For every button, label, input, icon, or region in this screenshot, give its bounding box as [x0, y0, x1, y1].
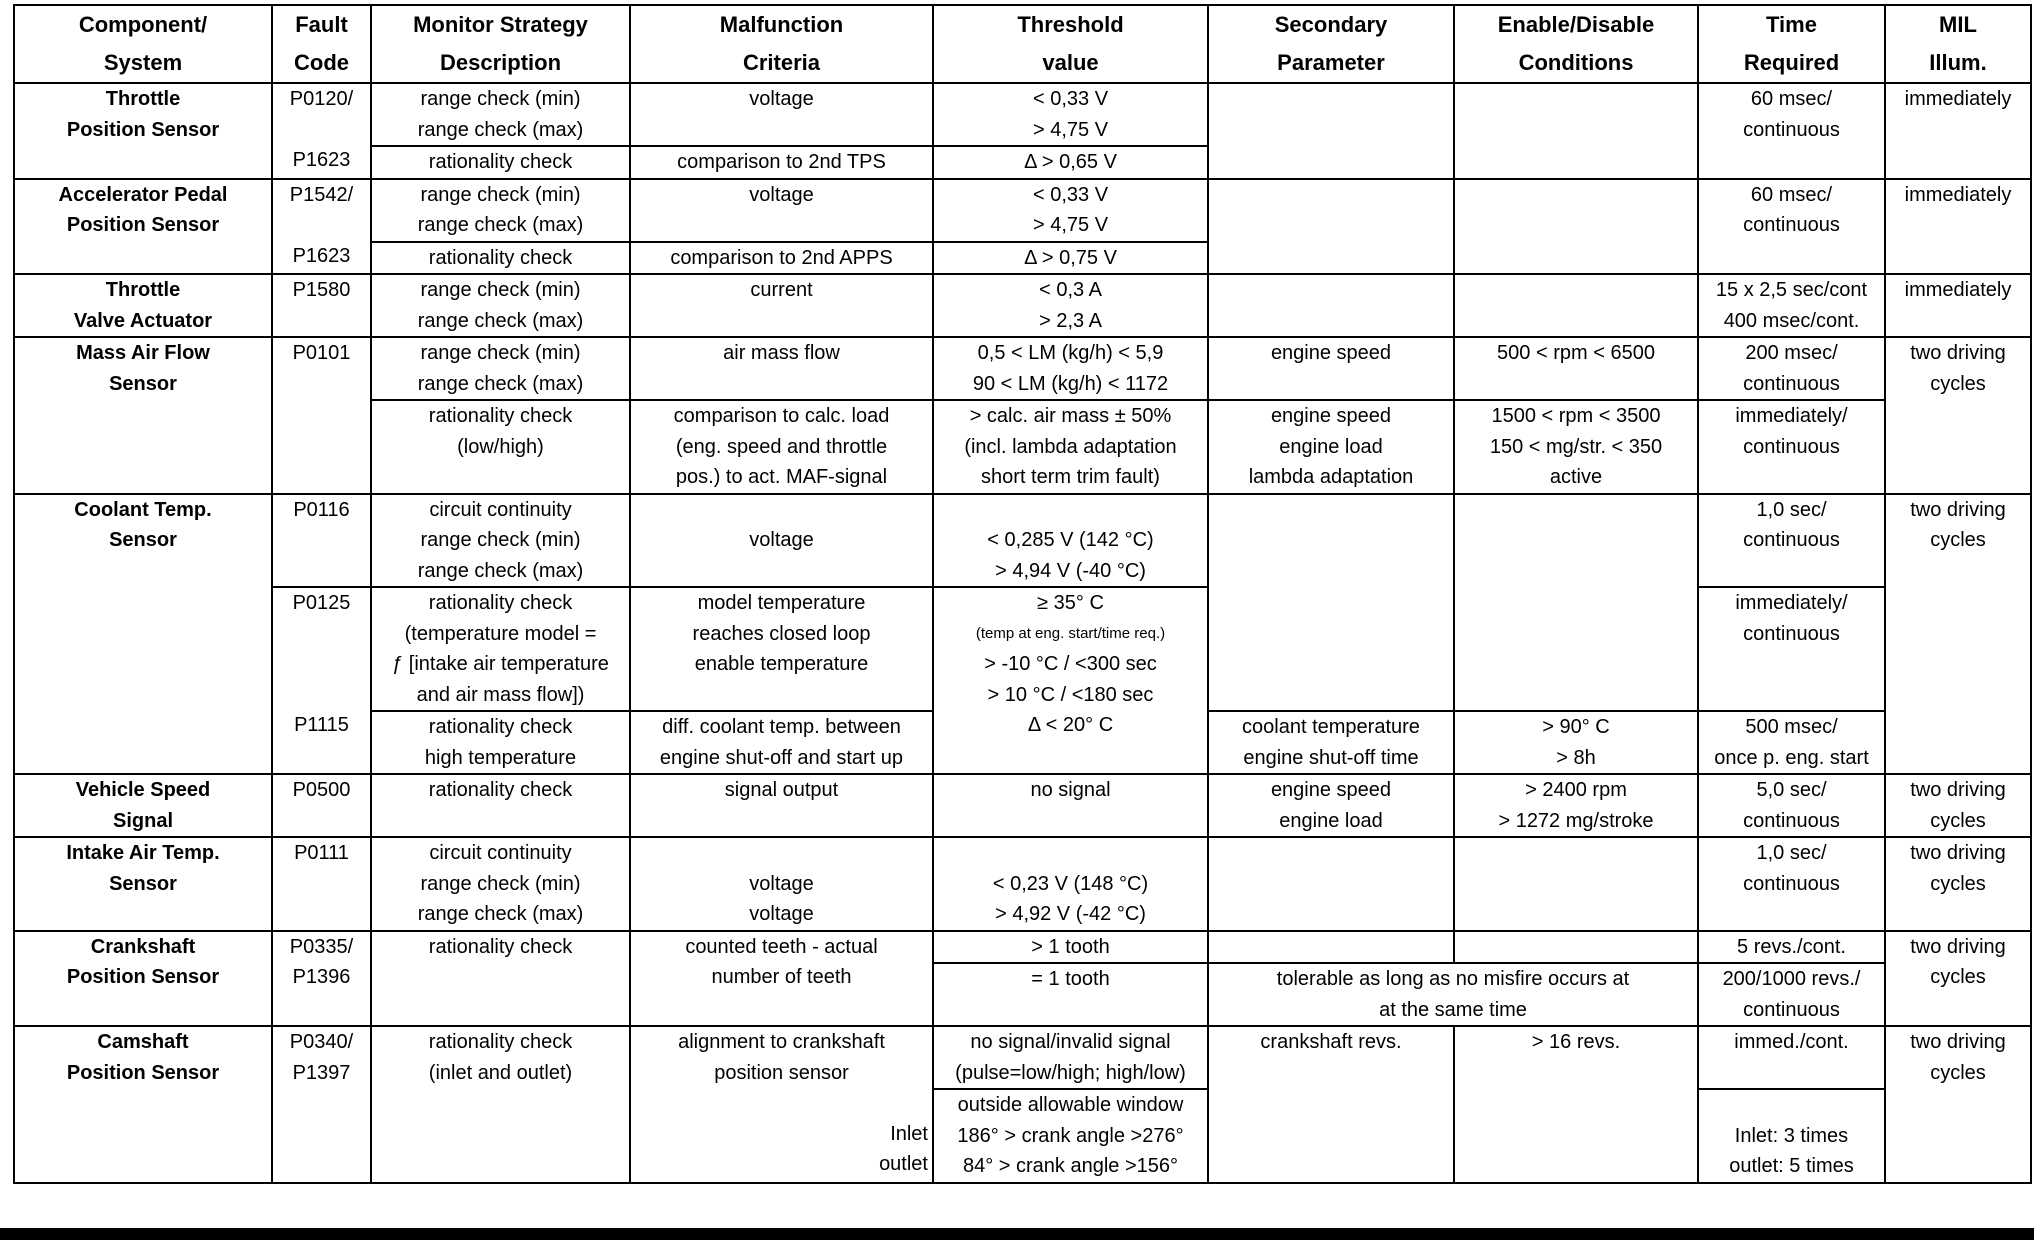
component-vss: Vehicle Speed Signal	[14, 774, 272, 837]
component-tps: Throttle Position Sensor	[14, 83, 272, 179]
threshold-cell: outside allowable window 186° > crank angle >276° 84° > crank angle >156°	[933, 1089, 1208, 1183]
time-cell: 15 x 2,5 sec/cont 400 msec/cont.	[1698, 274, 1885, 337]
mil-cell: two driving cycles	[1885, 1026, 2031, 1183]
criteria-cell: voltage	[630, 179, 933, 242]
table-row	[14, 1026, 2031, 1089]
secondary-cell	[1208, 931, 1454, 964]
table-row	[14, 83, 2031, 146]
threshold-cell: < 0,33 V > 4,75 V	[933, 83, 1208, 146]
component-ckp: Crankshaft Position Sensor	[14, 931, 272, 1027]
header-time-required: Time Required	[1698, 5, 1885, 83]
strategy-cell: circuit continuity range check (min) range check (max)	[371, 494, 630, 588]
strategy-cell: rationality check	[371, 774, 630, 837]
threshold-cell: < 0,33 V > 4,75 V	[933, 179, 1208, 242]
strategy-cell: rationality check (low/high)	[371, 400, 630, 494]
threshold-cell: 0,5 < LM (kg/h) < 5,9 90 < LM (kg/h) < 1172	[933, 337, 1208, 400]
table-row	[14, 337, 2031, 400]
criteria-cell: current	[630, 274, 933, 337]
mil-cell: two driving cycles	[1885, 931, 2031, 1027]
fault-code-cell: P0101	[272, 337, 371, 494]
time-cell: 5 revs./cont.	[1698, 931, 1885, 964]
time-cell: 1,0 sec/ continuous	[1698, 494, 1885, 588]
threshold-cell: < 0,23 V (148 °C) > 4,92 V (-42 °C)	[933, 837, 1208, 931]
secondary-cell	[1208, 837, 1454, 931]
criteria-cell: voltage	[630, 494, 933, 588]
threshold-cell: > calc. air mass ± 50% (incl. lambda adaptation short term trim fault)	[933, 400, 1208, 494]
criteria-cell: comparison to 2nd APPS	[630, 242, 933, 275]
strategy-cell: rationality check high temperature	[371, 711, 630, 774]
table-row	[14, 179, 2031, 242]
threshold-cell: Δ > 0,65 V	[933, 146, 1208, 179]
fault-code-cell: P0125 P1115	[272, 587, 371, 774]
component-tva: Throttle Valve Actuator	[14, 274, 272, 337]
fault-code-cell: P0340/ P1397	[272, 1026, 371, 1183]
secondary-cell	[1208, 274, 1454, 337]
time-cell: 60 msec/ continuous	[1698, 83, 1885, 179]
secondary-cell: engine speed engine load	[1208, 774, 1454, 837]
component-apps: Accelerator Pedal Position Sensor	[14, 179, 272, 275]
criteria-cell: air mass flow	[630, 337, 933, 400]
header-mil: MIL Illum.	[1885, 5, 2031, 83]
mil-cell: two driving cycles	[1885, 494, 2031, 775]
criteria-cell: voltage	[630, 83, 933, 146]
secondary-cell: tolerable as long as no misfire occurs at at the same time	[1208, 963, 1698, 1026]
threshold-cell: < 0,3 A > 2,3 A	[933, 274, 1208, 337]
secondary-cell: crankshaft revs.	[1208, 1026, 1454, 1183]
strategy-cell: range check (min) range check (max)	[371, 179, 630, 242]
enable-cell: > 90° C > 8h	[1454, 711, 1698, 774]
threshold-cell: ≥ 35° C (temp at eng. start/time req.) > -10 °C / <300 sec > 10 °C / <180 sec Δ < 20° C	[933, 587, 1208, 774]
secondary-cell: coolant temperature engine shut-off time	[1208, 711, 1454, 774]
table-row	[14, 774, 2031, 837]
secondary-cell	[1208, 83, 1454, 179]
table-row	[14, 587, 2031, 711]
component-iat: Intake Air Temp. Sensor	[14, 837, 272, 931]
threshold-cell: no signal	[933, 774, 1208, 837]
bottom-rule	[0, 1228, 2034, 1240]
mil-cell: immediately	[1885, 83, 2031, 179]
table-row	[14, 931, 2031, 964]
fault-code-cell: P0116	[272, 494, 371, 588]
enable-cell	[1454, 274, 1698, 337]
enable-cell: 1500 < rpm < 3500 150 < mg/str. < 350 active	[1454, 400, 1698, 494]
header-enable-conditions: Enable/Disable Conditions	[1454, 5, 1698, 83]
criteria-cell: counted teeth - actual number of teeth	[630, 931, 933, 1027]
time-cell: immediately/ continuous	[1698, 400, 1885, 494]
time-cell: 200/1000 revs./ continuous	[1698, 963, 1885, 1026]
strategy-cell: range check (min) range check (max)	[371, 83, 630, 146]
time-cell: 200 msec/ continuous	[1698, 337, 1885, 400]
fault-code-cell: P0120/ P1623	[272, 83, 371, 179]
criteria-cell: comparison to calc. load (eng. speed and throttle pos.) to act. MAF-signal	[630, 400, 933, 494]
component-ect: Coolant Temp. Sensor	[14, 494, 272, 775]
mil-cell: immediately	[1885, 274, 2031, 337]
strategy-cell: rationality check	[371, 242, 630, 275]
header-row	[14, 5, 2031, 83]
mil-cell: two driving cycles	[1885, 837, 2031, 931]
secondary-cell: engine speed	[1208, 337, 1454, 400]
secondary-cell	[1208, 179, 1454, 275]
diagnostic-table	[13, 4, 2032, 1184]
threshold-cell: no signal/invalid signal (pulse=low/high; high/low)	[933, 1026, 1208, 1089]
secondary-cell	[1208, 494, 1454, 712]
time-cell: immed./cont.	[1698, 1026, 1885, 1089]
header-secondary-parameter: Secondary Parameter	[1208, 5, 1454, 83]
enable-cell: > 16 revs.	[1454, 1026, 1698, 1183]
criteria-cell: signal output	[630, 774, 933, 837]
fault-code-cell: P0111	[272, 837, 371, 931]
fault-code-cell: P0335/ P1396	[272, 931, 371, 1027]
criteria-cell: model temperature reaches closed loop enable temperature	[630, 587, 933, 711]
header-malfunction-criteria: Malfunction Criteria	[630, 5, 933, 83]
strategy-cell: rationality check (temperature model = ƒ [intake air temperature and air mass flow])	[371, 587, 630, 711]
strategy-cell: rationality check	[371, 146, 630, 179]
table-row	[14, 274, 2031, 337]
enable-cell	[1454, 494, 1698, 712]
enable-cell	[1454, 837, 1698, 931]
fault-code-cell: P1542/ P1623	[272, 179, 371, 275]
header-component: Component/ System	[14, 5, 272, 83]
threshold-cell: = 1 tooth	[933, 963, 1208, 1026]
header-fault-code: Fault Code	[272, 5, 371, 83]
fault-code-cell: P0500	[272, 774, 371, 837]
threshold-cell: < 0,285 V (142 °C) > 4,94 V (-40 °C)	[933, 494, 1208, 588]
criteria-cell: alignment to crankshaft position sensor Inlet outlet	[630, 1026, 933, 1183]
component-cmp: Camshaft Position Sensor	[14, 1026, 272, 1183]
time-cell: 500 msec/ once p. eng. start	[1698, 711, 1885, 774]
fault-code-cell: P1580	[272, 274, 371, 337]
strategy-cell: rationality check	[371, 931, 630, 1027]
header-threshold: Threshold value	[933, 5, 1208, 83]
enable-cell: > 2400 rpm > 1272 mg/stroke	[1454, 774, 1698, 837]
table-row	[14, 494, 2031, 588]
mil-cell: two driving cycles	[1885, 774, 2031, 837]
enable-cell: 500 < rpm < 6500	[1454, 337, 1698, 400]
secondary-cell: engine speed engine load lambda adaptation	[1208, 400, 1454, 494]
mil-cell: two driving cycles	[1885, 337, 2031, 494]
strategy-cell: circuit continuity range check (min) range check (max)	[371, 837, 630, 931]
time-cell: Inlet: 3 times outlet: 5 times	[1698, 1089, 1885, 1183]
enable-cell	[1454, 179, 1698, 275]
enable-cell	[1454, 83, 1698, 179]
strategy-cell: range check (min) range check (max)	[371, 274, 630, 337]
threshold-cell: Δ > 0,75 V	[933, 242, 1208, 275]
criteria-cell: comparison to 2nd TPS	[630, 146, 933, 179]
component-maf: Mass Air Flow Sensor	[14, 337, 272, 494]
table-row	[14, 837, 2031, 931]
time-cell: 5,0 sec/ continuous	[1698, 774, 1885, 837]
header-monitor-strategy: Monitor Strategy Description	[371, 5, 630, 83]
mil-cell: immediately	[1885, 179, 2031, 275]
strategy-cell: rationality check (inlet and outlet)	[371, 1026, 630, 1183]
threshold-cell: > 1 tooth	[933, 931, 1208, 964]
time-cell: 1,0 sec/ continuous	[1698, 837, 1885, 931]
criteria-cell: voltage voltage	[630, 837, 933, 931]
enable-cell	[1454, 931, 1698, 964]
strategy-cell: range check (min) range check (max)	[371, 337, 630, 400]
time-cell: immediately/ continuous	[1698, 587, 1885, 711]
criteria-cell: diff. coolant temp. between engine shut-off and start up	[630, 711, 933, 774]
time-cell: 60 msec/ continuous	[1698, 179, 1885, 275]
